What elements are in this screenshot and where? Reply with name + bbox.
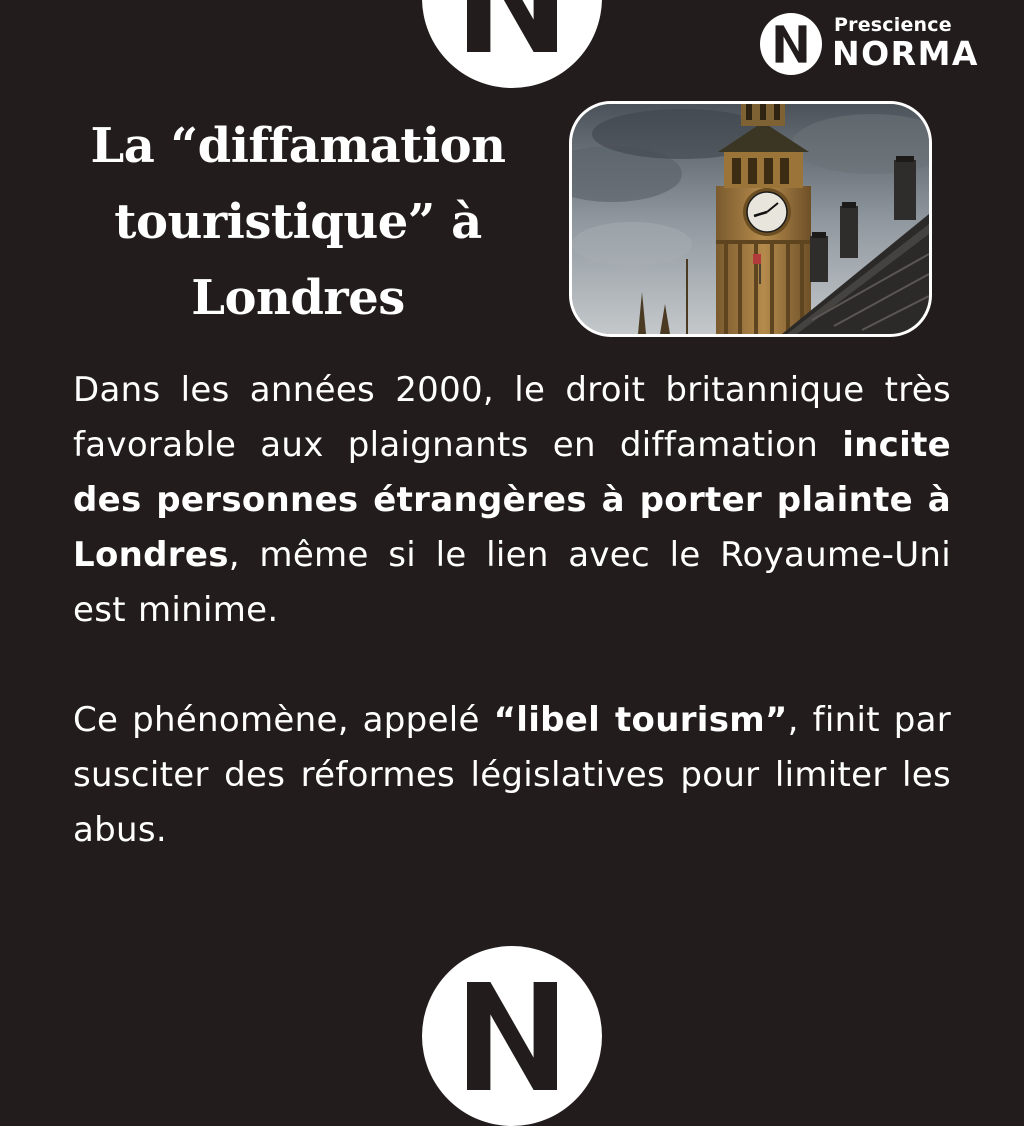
brand-name-bottom: NORMA xyxy=(832,34,979,73)
norma-logo-bottom-icon xyxy=(422,946,602,1126)
paragraph-1-part-1: Dans les années 2000, le droit britannique très favorable aux plaignants en diffamation xyxy=(73,370,951,465)
big-ben-illustration xyxy=(572,104,929,334)
prescience-norma-logo xyxy=(758,12,1008,76)
title-line-3: Londres xyxy=(191,270,405,326)
brand-name-top: Prescience xyxy=(834,14,952,36)
paragraph-2-part-2: , finit par susciter des réformes législatives pour limiter les abus. xyxy=(73,700,952,850)
paragraph-1 xyxy=(73,363,951,638)
article-body xyxy=(73,363,951,858)
paragraph-2-part-1: Ce phénomène, appelé xyxy=(73,700,494,740)
norma-logo-top-icon xyxy=(422,0,602,88)
norma-mark-icon xyxy=(760,13,822,75)
paragraph-2 xyxy=(73,693,951,858)
paragraph-1-part-2: , même si le lien avec le Royaume-Uni est minime. xyxy=(73,535,951,630)
page-title xyxy=(60,108,536,336)
big-ben-photo xyxy=(569,101,932,337)
title-line-1: La “diffamation xyxy=(90,118,506,174)
title-line-2: touristique” à xyxy=(114,194,482,250)
paragraph-1-bold: incite des personnes étrangères à porter plainte à Londres xyxy=(73,425,951,575)
paragraph-2-bold: “libel tourism” xyxy=(493,700,788,740)
